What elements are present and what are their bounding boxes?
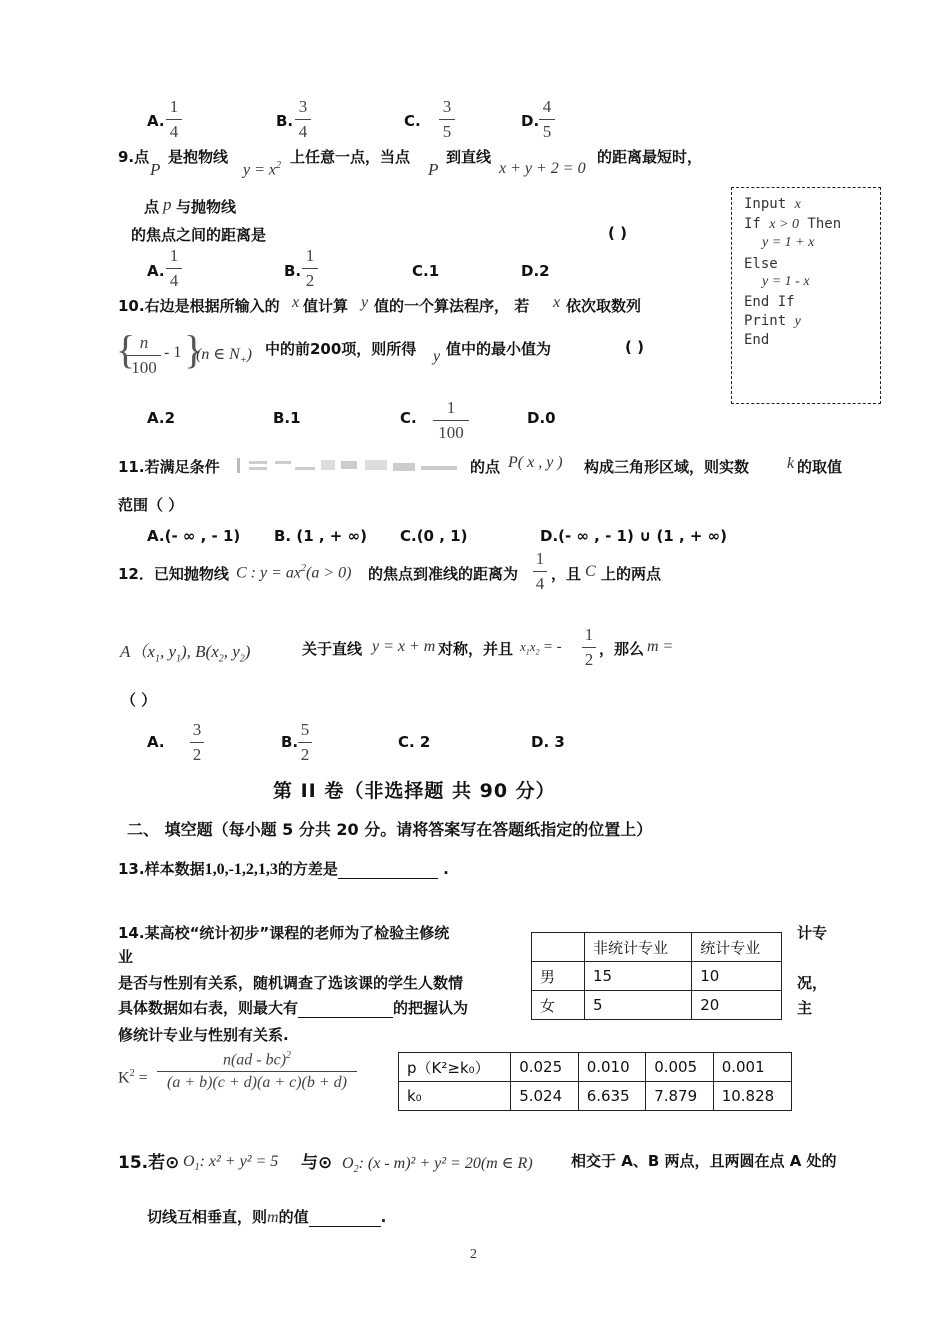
q15-circle2: $O_2$: (x - m)² + y² = 20(m ∈ R) [342, 1155, 533, 1176]
q12-text3: ，且 [551, 565, 582, 583]
table-row [532, 991, 782, 1020]
q10-option-d: D.0 [527, 409, 556, 427]
algorithm-box [731, 187, 881, 404]
table-cell: 女 [532, 991, 585, 1020]
q14-line2: 业 [118, 948, 134, 966]
q9-paren: ( ) [608, 224, 627, 242]
algo-line-4: Else [744, 256, 778, 272]
q12-text1: 12．已知抛物线 [118, 565, 229, 583]
q9-option-b: B. [284, 262, 302, 280]
q12-curve: C : $y = ax^2(a > 0)$ [236, 563, 352, 582]
table-cell: 10 [692, 962, 782, 991]
q9-text2: 上任意一点，当点 [290, 148, 411, 166]
q12-paren: （ ） [121, 691, 157, 709]
q11-option-c: C.(0 , 1) [400, 527, 468, 545]
q14-line1: 14.某高校“统计初步”课程的老师为了检验主修统 [118, 924, 450, 942]
q12-text2: 的焦点到准线的距离为 [368, 565, 519, 583]
table-row [399, 1053, 792, 1082]
q9-point-p2: P [428, 160, 439, 179]
q10-x: x [292, 294, 300, 311]
part2-title: 第 II 卷（非选择题 共 90 分） [273, 780, 556, 802]
q9-line2-a: 点 [144, 198, 160, 216]
q10-text6: 值中的最小值为 [446, 340, 552, 358]
q10-text5: 中的前200项，则所得 [265, 340, 417, 358]
q9-point-p3: p [163, 195, 172, 214]
q14-contingency-table [531, 932, 782, 1020]
q9-line3: 的焦点之间的距离是 [131, 226, 267, 244]
table-cell: 7.879 [646, 1082, 714, 1111]
algo-line-1: Input x [744, 196, 801, 212]
q14-line4-end: 主 [797, 999, 813, 1017]
table-cell: 6.635 [578, 1082, 646, 1111]
table-cell [532, 933, 585, 962]
table-cell: 0.010 [578, 1053, 646, 1082]
q11-text1: 11.若满足条件 [118, 458, 220, 476]
q9-option-b-fraction: 1 2 [302, 246, 318, 291]
q11-condition-image [235, 455, 465, 475]
q14-line1-end: 计专 [797, 924, 828, 942]
table-cell: 20 [692, 991, 782, 1020]
q12-option-d: D. 3 [531, 733, 565, 751]
q10-text1: 10.右边是根据所输入的 [118, 297, 280, 315]
page-number: 2 [470, 1247, 477, 1262]
q14-line3: 是否与性别有关系，随机调查了选该课的学生人数情 [118, 974, 464, 992]
q14-critical-value-table [398, 1052, 792, 1111]
q11-text2: 的点 [470, 458, 501, 476]
q10-option-c-fraction: 1 100 [433, 398, 469, 443]
q12-product-fraction: 1 2 [582, 625, 596, 670]
table-cell: 0.005 [646, 1053, 714, 1082]
q10-minus-one: - 1 [164, 344, 182, 361]
q14-line5: 修统计专业与性别有关系. [118, 1026, 289, 1044]
q10-text4: 依次取数列 [566, 297, 642, 315]
q15-text1: 相交于 A、B 两点，且两圆在点 A 处的 [571, 1152, 837, 1170]
q11-option-b: B. (1 , + ∞) [274, 527, 367, 545]
q8-option-c: C. [404, 112, 421, 130]
q12-points: $A(x_1$, $y_1$), $B(x_2$, $y_2$) [120, 642, 251, 665]
q9-option-a: A. [147, 262, 165, 280]
q11-option-a: A.(- ∞ , - 1) [147, 527, 241, 545]
q10-brace-left: { [116, 327, 136, 372]
q12-distance-fraction: 1 4 [533, 549, 547, 594]
q10-option-a: A.2 [147, 409, 176, 427]
q8-option-a: A. [147, 112, 165, 130]
q11-k: k [787, 455, 795, 472]
q15-with: 与⊙ [301, 1153, 333, 1173]
table-cell: p（K²≥k₀） [399, 1053, 511, 1082]
q12-option-b: B. [281, 733, 299, 751]
q8-option-d-fraction: 4 5 [539, 97, 555, 142]
algo-line-8: End [744, 332, 770, 348]
q12-option-a: A. [147, 733, 165, 751]
q9-text1: 是抱物线 [168, 148, 229, 166]
q9-line2-b: 与抛物线 [176, 198, 237, 216]
q12-option-c: C. 2 [398, 733, 431, 751]
table-cell: 15 [585, 962, 692, 991]
table-cell: 0.001 [713, 1053, 791, 1082]
section2-heading: 二、 填空题（每小题 5 分共 20 分。请将答案写在答题纸指定的位置上） [127, 820, 653, 839]
q11-option-d: D.(- ∞ , - 1) ∪ (1 , + ∞) [540, 527, 728, 545]
q12-text7: ，那么 [599, 640, 645, 658]
q11-text3: 构成三角形区域，则实数 [584, 458, 750, 476]
q10-sequence-fraction: n 100 [127, 333, 161, 378]
q8-option-b-fraction: 3 4 [295, 97, 311, 142]
q13-text: 13.样本数据1,0,-1,2,1,3的方差是 . [118, 860, 449, 878]
q14-formula-lhs: $K^2$ = [118, 1068, 148, 1087]
q10-option-b: B.1 [273, 409, 301, 427]
table-cell: 统计专业 [692, 933, 782, 962]
q11-condition-glyphs [235, 455, 465, 475]
q15-prefix: 15.若⊙ [118, 1153, 180, 1173]
q12-text6: 对称，并且 [438, 640, 514, 658]
table-cell: k₀ [399, 1082, 511, 1111]
q9-line: x + y + 2 = 0 [499, 160, 586, 177]
table-row [532, 962, 782, 991]
q9-curve: $y = x^2$ [243, 160, 281, 179]
q9-point-p: P [150, 160, 161, 179]
table-row [399, 1082, 792, 1111]
table-cell: 5 [585, 991, 692, 1020]
q12-m: m = [647, 638, 674, 655]
q12-text4: 上的两点 [601, 565, 662, 583]
q12-option-b-fraction: 5 2 [298, 720, 312, 765]
q12-option-a-fraction: 3 2 [190, 720, 204, 765]
q10-y2: y [433, 348, 441, 365]
table-cell: 0.025 [511, 1053, 579, 1082]
q10-y: y [361, 294, 369, 311]
q12-text5: 关于直线 [302, 640, 363, 658]
q14-line4: 具体数据如右表，则最大有 的把握认为 [118, 999, 469, 1017]
q8-option-d: D. [521, 112, 540, 130]
q10-text2: 值计算 [303, 297, 349, 315]
q14-formula-fraction: n(ad - bc)$^2$ (a + b)(c + d)(a + c)(b + d) [157, 1050, 357, 1092]
table-cell: 5.024 [511, 1082, 579, 1111]
q9-option-c: C.1 [412, 262, 440, 280]
algo-line-7: Print y [744, 313, 801, 329]
q9-prefix: 9.点 [118, 148, 150, 166]
q10-condition: (n ∈ $N_+$) [196, 346, 252, 367]
q9-option-a-fraction: 1 4 [166, 246, 182, 291]
algo-line-3: y = 1 + x [762, 235, 815, 250]
q12-product: $x_1x_2$ = - [520, 639, 562, 657]
q10-x2: x [553, 294, 561, 311]
q8-option-b: B. [276, 112, 294, 130]
q9-text3: 到直线 [446, 148, 492, 166]
q11-point: P( x , y ) [508, 454, 563, 471]
table-cell: 非统计专业 [585, 933, 692, 962]
table-cell: 10.828 [713, 1082, 791, 1111]
q12-line: y = x + m [372, 638, 436, 655]
q10-paren: ( ) [625, 338, 644, 356]
table-row [532, 933, 782, 962]
q12-c: C [585, 563, 596, 580]
q8-option-a-fraction: 1 4 [166, 97, 182, 142]
q8-option-c-fraction: 3 5 [439, 97, 455, 142]
q11-text4: 的取值 [797, 458, 843, 476]
q10-option-c: C. [400, 409, 417, 427]
q11-line2: 范围（ ） [118, 496, 184, 514]
q15-line2: 切线互相垂直，则m的值 . [147, 1208, 387, 1226]
algo-line-6: End If [744, 294, 795, 310]
q10-brace-right: } [184, 327, 204, 372]
algo-line-2: If x > 0 Then [744, 216, 842, 232]
algo-line-5: y = 1 - x [762, 274, 810, 289]
q10-text3: 值的一个算法程序， 若 [374, 297, 530, 315]
q15-circle1: $O_1$: x² + y² = 5 [183, 1153, 279, 1174]
q9-text4: 的距离最短时， [597, 148, 703, 166]
table-cell: 男 [532, 962, 585, 991]
q14-line3-end: 况， [797, 974, 828, 992]
q9-option-d: D.2 [521, 262, 550, 280]
